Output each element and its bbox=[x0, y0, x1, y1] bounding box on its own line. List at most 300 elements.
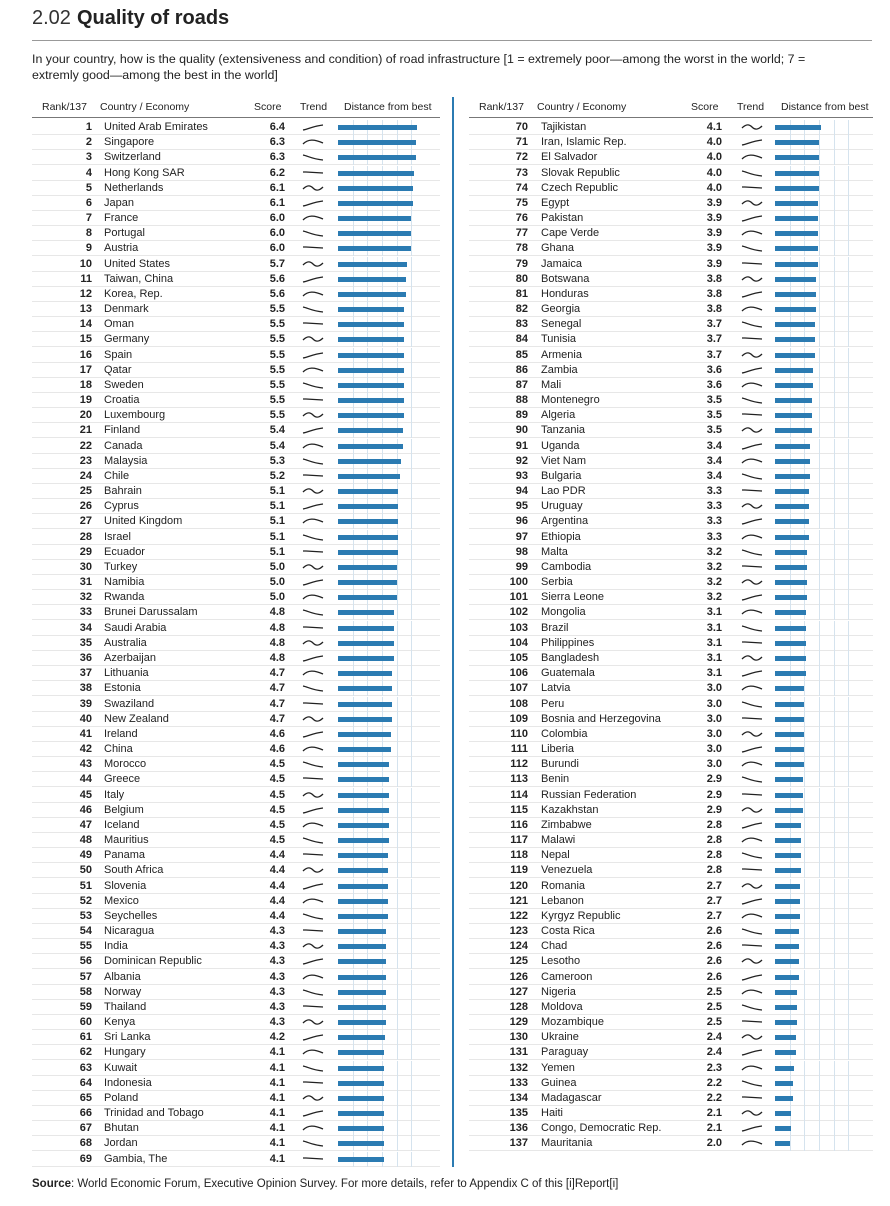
gridline-tick bbox=[834, 272, 835, 287]
table-row bbox=[0, 317, 890, 332]
country-cell: Mexico bbox=[104, 894, 139, 907]
distance-bar-track bbox=[775, 757, 870, 772]
gridline-tick bbox=[819, 530, 820, 545]
rank-cell: 128 bbox=[509, 1000, 528, 1013]
source-label: Source bbox=[32, 1178, 71, 1190]
header-country: Country / Economy bbox=[100, 101, 190, 113]
country-cell: Japan bbox=[104, 196, 134, 209]
gridline-tick bbox=[804, 681, 805, 696]
gridline-tick bbox=[834, 894, 835, 909]
trend-sparkline bbox=[741, 303, 763, 316]
rank-cell: 122 bbox=[509, 909, 528, 922]
score-cell: 4.3 bbox=[269, 940, 285, 953]
gridline-tick bbox=[819, 196, 820, 211]
country-cell: Senegal bbox=[541, 318, 582, 331]
gridline-tick bbox=[848, 211, 849, 226]
rank-cell: 85 bbox=[515, 348, 528, 361]
trend-sparkline bbox=[741, 470, 763, 483]
country-cell: Bulgaria bbox=[541, 469, 582, 482]
score-cell: 4.8 bbox=[269, 606, 285, 619]
distance-bar-track bbox=[775, 681, 870, 696]
distance-bar-track bbox=[775, 1136, 870, 1151]
score-bar bbox=[775, 201, 818, 206]
score-bar bbox=[775, 944, 799, 949]
gridline-tick bbox=[804, 939, 805, 954]
gridline-tick bbox=[848, 772, 849, 787]
score-bar bbox=[775, 747, 804, 752]
country-cell: Cameroon bbox=[541, 970, 593, 983]
gridline-tick bbox=[804, 1121, 805, 1136]
gridline-tick bbox=[848, 879, 849, 894]
score-cell: 6.1 bbox=[269, 196, 285, 209]
distance-bar-track bbox=[775, 196, 870, 211]
gridline-tick bbox=[848, 348, 849, 363]
country-cell: United Kingdom bbox=[104, 515, 183, 528]
score-bar bbox=[775, 793, 803, 798]
table-row bbox=[0, 954, 890, 969]
rank-cell: 51 bbox=[79, 879, 92, 892]
score-bar bbox=[775, 777, 803, 782]
gridline-tick bbox=[804, 1000, 805, 1015]
distance-bar-track bbox=[775, 469, 870, 484]
gridline-tick bbox=[848, 894, 849, 909]
rank-cell: 111 bbox=[510, 743, 528, 755]
score-bar bbox=[775, 732, 804, 737]
country-cell: Sweden bbox=[104, 378, 144, 391]
distance-bar-track bbox=[775, 287, 870, 302]
score-bar bbox=[775, 186, 819, 191]
rank-cell: 124 bbox=[509, 940, 528, 953]
table-row bbox=[0, 439, 890, 454]
distance-bar-track bbox=[775, 621, 870, 636]
score-cell: 6.0 bbox=[269, 227, 285, 240]
score-bar bbox=[775, 1035, 796, 1040]
country-cell: Malta bbox=[541, 545, 568, 558]
distance-bar-track bbox=[775, 803, 870, 818]
score-cell: 3.8 bbox=[706, 287, 722, 300]
rank-cell: 120 bbox=[509, 879, 528, 892]
distance-bar-track bbox=[775, 666, 870, 681]
country-cell: Norway bbox=[104, 985, 142, 998]
country-cell: Slovak Republic bbox=[541, 166, 620, 179]
trend-sparkline bbox=[741, 394, 763, 407]
distance-bar-track bbox=[775, 772, 870, 787]
score-cell: 3.2 bbox=[706, 576, 722, 589]
gridline-tick bbox=[848, 181, 849, 196]
score-bar bbox=[775, 550, 807, 555]
country-cell: Morocco bbox=[104, 758, 147, 771]
gridline-tick bbox=[819, 166, 820, 181]
trend-sparkline bbox=[741, 667, 763, 680]
gridline-tick bbox=[819, 135, 820, 150]
header-trend: Trend bbox=[737, 101, 765, 113]
gridline-tick bbox=[848, 681, 849, 696]
rank-cell: 98 bbox=[515, 545, 528, 558]
score-bar bbox=[775, 899, 800, 904]
gridline-tick bbox=[834, 560, 835, 575]
score-bar bbox=[775, 975, 799, 980]
rank-cell: 110 bbox=[510, 727, 528, 740]
score-cell: 3.1 bbox=[706, 636, 722, 649]
trend-sparkline bbox=[741, 531, 763, 544]
score-bar bbox=[775, 140, 819, 145]
country-cell: Swaziland bbox=[104, 697, 155, 710]
gridline-tick bbox=[819, 1091, 820, 1106]
rank-cell: 113 bbox=[510, 773, 528, 786]
gridline-tick bbox=[848, 1136, 849, 1151]
score-cell: 2.9 bbox=[706, 803, 722, 816]
rank-cell: 117 bbox=[510, 834, 528, 846]
rank-cell: 127 bbox=[509, 985, 528, 998]
rank-cell: 33 bbox=[79, 606, 92, 619]
gridline-tick bbox=[848, 848, 849, 863]
trend-sparkline bbox=[741, 515, 763, 528]
score-bar bbox=[775, 519, 809, 524]
country-cell: Jamaica bbox=[541, 257, 582, 270]
gridline-tick bbox=[834, 454, 835, 469]
distance-bar-track bbox=[775, 408, 870, 423]
country-cell: Qatar bbox=[104, 363, 132, 376]
score-cell: 5.0 bbox=[269, 576, 285, 589]
score-cell: 4.3 bbox=[269, 970, 285, 983]
gridline-tick bbox=[834, 833, 835, 848]
gridline-tick bbox=[834, 742, 835, 757]
rank-cell: 137 bbox=[509, 1137, 528, 1150]
rank-cell: 74 bbox=[515, 181, 528, 194]
score-cell: 4.1 bbox=[269, 1107, 285, 1119]
table-row bbox=[0, 393, 890, 408]
score-cell: 3.0 bbox=[706, 697, 722, 710]
country-cell: Benin bbox=[541, 773, 570, 786]
table-row bbox=[0, 1121, 890, 1136]
score-cell: 4.1 bbox=[269, 1046, 285, 1059]
score-cell: 3.2 bbox=[706, 591, 722, 604]
gridline-tick bbox=[848, 287, 849, 302]
gridline-tick bbox=[848, 1061, 849, 1076]
score-cell: 4.7 bbox=[269, 712, 285, 725]
table-row bbox=[0, 135, 890, 150]
section-number: 2.02 bbox=[32, 7, 71, 29]
gridline-tick bbox=[834, 196, 835, 211]
country-cell: Slovenia bbox=[104, 879, 147, 892]
rank-cell: 40 bbox=[79, 712, 92, 725]
trend-sparkline bbox=[741, 409, 763, 422]
gridline-tick bbox=[804, 1106, 805, 1121]
source-note bbox=[32, 1178, 618, 1190]
country-cell: Venezuela bbox=[541, 864, 593, 877]
score-bar bbox=[775, 1096, 793, 1101]
gridline-tick bbox=[834, 848, 835, 863]
table-row bbox=[0, 484, 890, 499]
gridline-tick bbox=[819, 469, 820, 484]
country-cell: Tajikistan bbox=[541, 121, 587, 133]
gridline-tick bbox=[848, 939, 849, 954]
country-cell: Greece bbox=[104, 773, 141, 786]
rank-cell: 114 bbox=[510, 788, 528, 801]
table-row bbox=[0, 1045, 890, 1060]
gridline-tick bbox=[834, 150, 835, 165]
gridline-tick bbox=[834, 651, 835, 666]
score-cell: 6.0 bbox=[269, 212, 285, 224]
gridline-tick bbox=[819, 257, 820, 272]
score-cell: 3.8 bbox=[706, 303, 722, 315]
gridline-tick bbox=[848, 970, 849, 985]
gridline-tick bbox=[819, 833, 820, 848]
rank-cell: 95 bbox=[515, 500, 528, 513]
trend-sparkline bbox=[741, 728, 763, 741]
gridline-tick bbox=[848, 317, 849, 332]
gridline-tick bbox=[834, 590, 835, 605]
distance-bar-track bbox=[775, 135, 870, 150]
rank-cell: 70 bbox=[515, 121, 528, 133]
score-cell: 3.1 bbox=[706, 606, 722, 619]
distance-bar-track bbox=[775, 605, 870, 620]
rank-cell: 126 bbox=[509, 970, 528, 983]
country-cell: Israel bbox=[104, 530, 131, 543]
country-cell: Nicaragua bbox=[104, 925, 155, 937]
score-cell: 6.2 bbox=[269, 166, 285, 179]
country-cell: Guinea bbox=[541, 1076, 577, 1089]
table-row bbox=[0, 697, 890, 712]
score-cell: 4.4 bbox=[269, 894, 285, 907]
gridline-tick bbox=[834, 241, 835, 256]
trend-sparkline bbox=[741, 212, 763, 225]
gridline-tick bbox=[834, 363, 835, 378]
gridline-tick bbox=[848, 651, 849, 666]
score-cell: 6.0 bbox=[269, 242, 285, 255]
trend-sparkline bbox=[741, 136, 763, 149]
score-bar bbox=[775, 413, 812, 418]
score-bar bbox=[775, 702, 804, 707]
gridline-tick bbox=[834, 408, 835, 423]
gridline-tick bbox=[848, 818, 849, 833]
table-row bbox=[0, 1106, 890, 1121]
rank-cell: 71 bbox=[515, 136, 528, 149]
score-cell: 2.0 bbox=[706, 1137, 722, 1150]
score-cell: 4.6 bbox=[269, 727, 285, 740]
trend-sparkline bbox=[741, 182, 763, 195]
score-cell: 3.0 bbox=[706, 712, 722, 725]
rank-cell: 67 bbox=[79, 1122, 92, 1135]
rank-cell: 84 bbox=[515, 333, 528, 346]
table-row bbox=[0, 727, 890, 742]
score-cell: 3.9 bbox=[706, 257, 722, 270]
country-cell: Paraguay bbox=[541, 1046, 589, 1059]
rank-cell: 103 bbox=[509, 621, 528, 634]
rank-cell: 89 bbox=[515, 409, 528, 422]
rank-cell: 130 bbox=[509, 1031, 528, 1044]
gridline-tick bbox=[834, 803, 835, 818]
gridline-tick bbox=[834, 636, 835, 651]
score-cell: 5.1 bbox=[269, 545, 285, 558]
gridline-tick bbox=[819, 560, 820, 575]
country-cell: Azerbaijan bbox=[104, 652, 156, 664]
table-row bbox=[0, 1030, 890, 1045]
gridline-tick bbox=[834, 135, 835, 150]
gridline-tick bbox=[834, 605, 835, 620]
rank-cell: 29 bbox=[79, 545, 92, 558]
country-cell: Chad bbox=[541, 940, 568, 953]
country-cell: Czech Republic bbox=[541, 181, 619, 194]
score-cell: 2.8 bbox=[706, 864, 722, 877]
country-cell: Gambia, The bbox=[104, 1152, 168, 1165]
gridline-tick bbox=[804, 1015, 805, 1030]
header-rule bbox=[469, 117, 873, 118]
score-cell: 3.1 bbox=[706, 652, 722, 664]
rank-cell: 30 bbox=[79, 560, 92, 573]
country-cell: Kazakhstan bbox=[541, 803, 599, 816]
score-bar bbox=[775, 353, 815, 358]
score-cell: 3.7 bbox=[706, 318, 722, 331]
rank-cell: 44 bbox=[79, 773, 92, 786]
trend-sparkline bbox=[741, 121, 763, 134]
table-row bbox=[0, 621, 890, 636]
table-row bbox=[0, 924, 890, 939]
gridline-tick bbox=[834, 1061, 835, 1076]
rank-cell: 22 bbox=[79, 439, 92, 452]
score-cell: 4.4 bbox=[269, 864, 285, 877]
gridline-tick bbox=[819, 848, 820, 863]
table-row bbox=[0, 742, 890, 757]
table-row bbox=[0, 909, 890, 924]
gridline-tick bbox=[834, 545, 835, 560]
gridline-tick bbox=[819, 302, 820, 317]
score-cell: 4.0 bbox=[706, 136, 722, 149]
country-cell: Cyprus bbox=[104, 500, 139, 513]
country-cell: Argentina bbox=[541, 515, 589, 528]
country-cell: New Zealand bbox=[104, 712, 169, 725]
score-cell: 2.9 bbox=[706, 788, 722, 801]
trend-sparkline bbox=[741, 773, 763, 786]
rank-cell: 14 bbox=[79, 318, 92, 331]
country-cell: France bbox=[104, 212, 139, 224]
score-cell: 5.6 bbox=[269, 287, 285, 300]
table-row bbox=[0, 1076, 890, 1091]
trend-sparkline bbox=[741, 606, 763, 619]
rank-cell: 43 bbox=[79, 758, 92, 771]
gridline-tick bbox=[834, 1136, 835, 1151]
country-cell: Ireland bbox=[104, 727, 138, 740]
gridline-tick bbox=[848, 484, 849, 499]
score-cell: 3.9 bbox=[706, 227, 722, 240]
gridline-tick bbox=[804, 1045, 805, 1060]
gridline-tick bbox=[834, 1076, 835, 1091]
gridline-tick bbox=[804, 803, 805, 818]
score-cell: 4.8 bbox=[269, 652, 285, 664]
table-row bbox=[0, 1000, 890, 1015]
score-cell: 5.5 bbox=[269, 378, 285, 391]
gridline-tick bbox=[834, 970, 835, 985]
distance-bar-track bbox=[775, 954, 870, 969]
gridline-tick bbox=[848, 226, 849, 241]
score-cell: 2.4 bbox=[706, 1046, 722, 1059]
trend-sparkline bbox=[741, 1092, 763, 1105]
gridline-tick bbox=[819, 605, 820, 620]
country-cell: Jordan bbox=[104, 1137, 138, 1150]
trend-sparkline bbox=[741, 758, 763, 771]
country-cell: Kuwait bbox=[104, 1061, 138, 1074]
score-bar bbox=[775, 444, 810, 449]
gridline-tick bbox=[848, 332, 849, 347]
country-cell: Burundi bbox=[541, 758, 579, 771]
distance-bar-track bbox=[775, 1076, 870, 1091]
gridline-tick bbox=[834, 1045, 835, 1060]
score-cell: 2.6 bbox=[706, 955, 722, 968]
gridline-tick bbox=[834, 727, 835, 742]
score-cell: 5.4 bbox=[269, 439, 285, 452]
gridline-tick bbox=[819, 317, 820, 332]
gridline-tick bbox=[411, 1152, 412, 1167]
country-cell: Uganda bbox=[541, 439, 580, 452]
distance-bar-track bbox=[775, 833, 870, 848]
gridline-tick bbox=[848, 863, 849, 878]
country-cell: Viet Nam bbox=[541, 454, 587, 467]
score-cell: 5.1 bbox=[269, 500, 285, 513]
table-row bbox=[0, 833, 890, 848]
distance-bar-track bbox=[775, 924, 870, 939]
score-cell: 2.8 bbox=[706, 818, 722, 831]
distance-bar-track bbox=[775, 514, 870, 529]
rank-cell: 101 bbox=[509, 591, 528, 604]
country-cell: India bbox=[104, 940, 128, 953]
gridline-tick bbox=[819, 666, 820, 681]
trend-sparkline bbox=[741, 713, 763, 726]
trend-sparkline bbox=[741, 379, 763, 392]
rank-cell: 57 bbox=[79, 970, 92, 983]
gridline-tick bbox=[804, 1076, 805, 1091]
table-row bbox=[0, 363, 890, 378]
distance-bar-track bbox=[775, 848, 870, 863]
rank-cell: 54 bbox=[79, 925, 92, 937]
country-cell: Austria bbox=[104, 242, 139, 255]
gridline-tick bbox=[819, 287, 820, 302]
score-cell: 3.4 bbox=[706, 439, 722, 452]
country-cell: Mongolia bbox=[541, 606, 586, 619]
gridline-tick bbox=[848, 560, 849, 575]
score-bar bbox=[775, 489, 809, 494]
gridline-tick bbox=[804, 1061, 805, 1076]
trend-sparkline bbox=[741, 743, 763, 756]
gridline-tick bbox=[848, 666, 849, 681]
score-cell: 2.4 bbox=[706, 1031, 722, 1044]
country-cell: Netherlands bbox=[104, 181, 164, 194]
score-cell: 4.6 bbox=[269, 743, 285, 755]
table-row bbox=[0, 651, 890, 666]
score-cell: 3.0 bbox=[706, 682, 722, 695]
rank-cell: 19 bbox=[79, 394, 92, 407]
gridline-tick bbox=[804, 863, 805, 878]
score-cell: 4.5 bbox=[269, 788, 285, 801]
score-cell: 5.1 bbox=[269, 530, 285, 543]
score-cell: 4.0 bbox=[706, 181, 722, 194]
gridline-tick bbox=[834, 712, 835, 727]
rank-cell: 78 bbox=[515, 242, 528, 255]
country-cell: Indonesia bbox=[104, 1076, 152, 1089]
table-row bbox=[0, 818, 890, 833]
trend-sparkline bbox=[741, 971, 763, 984]
gridline-tick bbox=[834, 681, 835, 696]
country-cell: China bbox=[104, 743, 133, 755]
distance-bar-track bbox=[775, 560, 870, 575]
score-bar bbox=[775, 610, 806, 615]
rank-cell: 90 bbox=[515, 424, 528, 437]
country-cell: Mauritania bbox=[541, 1137, 593, 1150]
rank-cell: 118 bbox=[510, 849, 528, 862]
score-bar bbox=[775, 504, 809, 509]
gridline-tick bbox=[819, 985, 820, 1000]
gridline-tick bbox=[804, 924, 805, 939]
rank-cell: 59 bbox=[79, 1000, 92, 1013]
